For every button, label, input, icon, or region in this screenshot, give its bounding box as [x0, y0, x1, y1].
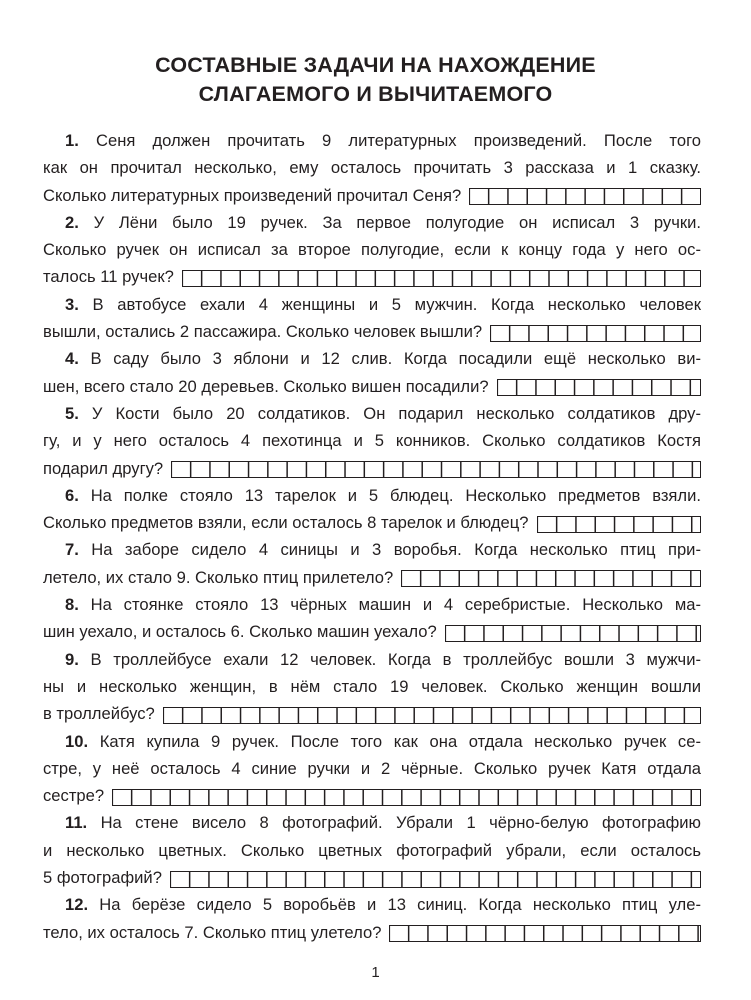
task-text: На полке стояло 13 тарелок и 5 блюдец. Несколько предметов взяли.	[90, 485, 701, 505]
task-text-line	[43, 673, 701, 700]
task-item	[43, 728, 701, 810]
answer-boxes[interactable]	[389, 925, 701, 942]
answer-boxes[interactable]	[171, 461, 701, 478]
task-text: ны и несколько женщин, в нём стало 19 человек. Сколько женщин вошли	[43, 676, 701, 696]
task-number: 4.	[65, 349, 79, 369]
task-text: В автобусе ехали 4 женщины и 5 мужчин. Когда несколько человек	[92, 294, 701, 314]
task-text: и несколько цветных. Сколько цветных фотографий убрали, если осталось	[43, 840, 701, 860]
task-question-line	[43, 455, 701, 482]
task-question: вышли, остались 2 пассажира. Сколько человек вышли?	[43, 322, 483, 342]
task-text: Сеня должен прочитать 9 литературных произведений. После того	[96, 131, 701, 150]
task-text-line	[43, 482, 701, 509]
task-number: 8.	[65, 595, 79, 615]
task-number: 1.	[65, 131, 79, 150]
task-text: как он прочитал несколько, ему осталось прочитать 3 рассказа и 1 сказку.	[43, 158, 701, 178]
task-question-line	[43, 782, 701, 809]
task-text: Катя купила 9 ручек. После того как она отдала несколько ручек се-	[99, 731, 701, 751]
task-item	[43, 646, 701, 728]
task-question-line	[43, 700, 701, 727]
task-item	[43, 536, 701, 591]
task-text-line	[43, 400, 701, 427]
answer-boxes[interactable]	[537, 516, 701, 533]
task-question-line	[43, 509, 701, 536]
task-text: В троллейбусе ехали 12 человек. Когда в троллейбус вошли 3 мужчи-	[90, 649, 701, 669]
task-text-line	[43, 646, 701, 673]
task-text-line	[43, 291, 701, 318]
task-text-line	[43, 809, 701, 836]
task-item	[43, 209, 701, 291]
task-text: На заборе сидело 4 синицы и 3 воробья. Когда несколько птиц при-	[91, 540, 701, 560]
task-question: шен, всего стало 20 деревьев. Сколько вишен посадили?	[43, 376, 489, 396]
task-question-line	[43, 564, 701, 591]
task-item	[43, 482, 701, 537]
page-number: 1	[371, 964, 380, 981]
task-item	[43, 127, 701, 209]
task-text-line	[43, 536, 701, 563]
task-text-line	[43, 591, 701, 618]
task-question: шин уехало, и осталось 6. Сколько машин уехало?	[43, 622, 437, 642]
task-question-line	[43, 618, 701, 645]
task-text-line	[43, 154, 701, 181]
task-item	[43, 891, 701, 946]
task-question: 5 фотографий?	[43, 868, 162, 888]
task-question: сестре?	[43, 786, 105, 806]
task-text-line	[43, 427, 701, 454]
task-text: У Кости было 20 солдатиков. Он подарил несколько солдатиков дру-	[91, 403, 701, 423]
answer-boxes[interactable]	[112, 789, 701, 806]
task-text: гу, и у него осталось 4 пехотинца и 5 конников. Сколько солдатиков Костя	[43, 431, 701, 451]
answer-boxes[interactable]	[469, 188, 701, 205]
task-question: талось 11 ручек?	[43, 267, 174, 287]
task-text: Сколько ручек он исписал за второе полугодие, если к концу года у него ос-	[43, 240, 701, 260]
task-item	[43, 345, 701, 400]
task-number: 7.	[65, 540, 79, 560]
task-item	[43, 291, 701, 346]
task-number: 10.	[65, 731, 89, 751]
task-question-line	[43, 263, 701, 290]
task-list	[43, 127, 701, 946]
task-question: подарил другу?	[43, 458, 164, 478]
task-text-line	[43, 728, 701, 755]
page-title-line-2: СЛАГАЕМОГО И ВЫЧИТАЕМОГО	[198, 82, 553, 106]
task-question: в троллейбус?	[43, 704, 155, 724]
page-title-line-1: СОСТАВНЫЕ ЗАДАЧИ НА НАХОЖДЕНИЕ	[155, 53, 596, 77]
task-question: Сколько предметов взяли, если осталось 8 тарелок и блюдец?	[43, 513, 529, 533]
answer-boxes[interactable]	[445, 625, 701, 642]
task-text-line	[43, 345, 701, 372]
task-number: 2.	[65, 212, 79, 232]
task-number: 9.	[65, 649, 79, 669]
task-text-line	[43, 755, 701, 782]
answer-boxes[interactable]	[182, 270, 701, 287]
task-number: 3.	[65, 294, 79, 314]
task-question-line	[43, 182, 701, 209]
task-question: летело, их стало 9. Сколько птиц прилетело?	[43, 567, 394, 587]
task-item	[43, 809, 701, 891]
task-number: 11.	[65, 813, 88, 833]
answer-boxes[interactable]	[163, 707, 701, 724]
task-question: Сколько литературных произведений прочитал Сеня?	[43, 185, 462, 205]
task-text: В саду было 3 яблони и 12 слив. Когда посадили ещё несколько ви-	[90, 349, 701, 369]
task-text-line	[43, 837, 701, 864]
task-question-line	[43, 919, 701, 946]
task-text: На стоянке стояло 13 чёрных машин и 4 серебристые. Несколько ма-	[90, 595, 701, 615]
answer-boxes[interactable]	[170, 871, 701, 888]
task-question: тело, их осталось 7. Сколько птиц улетело?	[43, 922, 382, 942]
task-number: 6.	[65, 485, 79, 505]
task-number: 12.	[65, 895, 89, 915]
task-text: На берёзе сидело 5 воробьёв и 13 синиц. Когда несколько птиц уле-	[99, 895, 701, 915]
task-text: стре, у неё осталось 4 синие ручки и 2 чёрные. Сколько ручек Катя отдала	[43, 758, 701, 778]
task-item	[43, 400, 701, 482]
task-question-line	[43, 373, 701, 400]
task-text-line	[43, 209, 701, 236]
task-text-line	[43, 891, 701, 918]
task-text: У Лёни было 19 ручек. За первое полугодие он исписал 3 ручки.	[93, 212, 701, 232]
task-question-line	[43, 864, 701, 891]
answer-boxes[interactable]	[490, 325, 701, 342]
task-item	[43, 591, 701, 646]
task-text-line	[43, 236, 701, 263]
task-question-line	[43, 318, 701, 345]
answer-boxes[interactable]	[401, 570, 701, 587]
task-number: 5.	[65, 403, 79, 423]
answer-boxes[interactable]	[497, 379, 701, 396]
task-text-line	[43, 127, 701, 154]
task-text: На стене висело 8 фотографий. Убрали 1 чёрно-белую фотографию	[100, 813, 701, 833]
